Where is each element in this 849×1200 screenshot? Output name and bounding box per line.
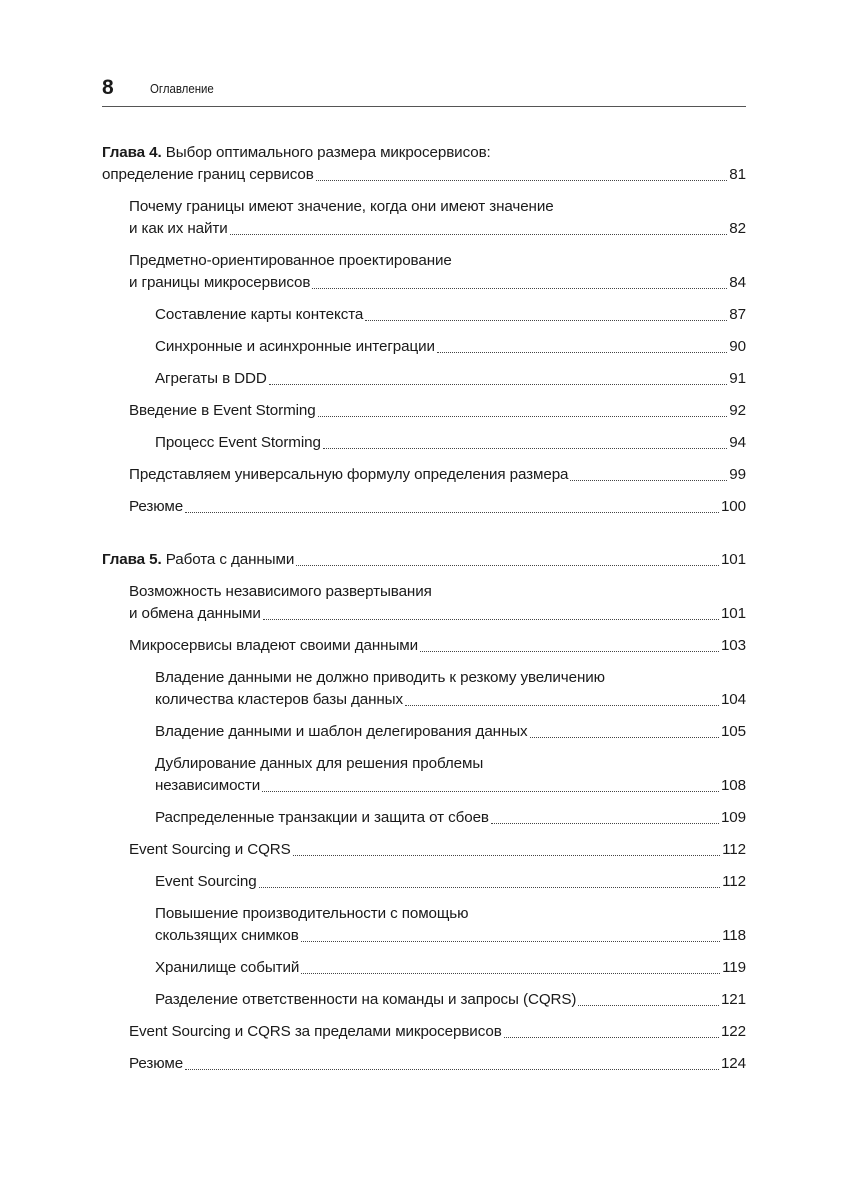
toc-entry[interactable] (102, 400, 746, 422)
entry-title: Представляем универсальную формулу определения размера (129, 466, 569, 483)
leader-dots (365, 320, 727, 321)
chapter-label: Глава 5. (102, 551, 162, 568)
toc-entry[interactable] (102, 807, 746, 829)
toc-entry[interactable] (102, 957, 746, 979)
toc-entry[interactable] (102, 464, 746, 486)
toc-entry[interactable] (102, 432, 746, 454)
entry-title: Дублирование данных для решения проблемы (155, 755, 484, 772)
table-of-contents (102, 142, 746, 1085)
entry-title: Резюме (129, 498, 184, 515)
leader-dots (491, 823, 719, 824)
chapter-label: Глава 4. (102, 144, 162, 161)
toc-entry[interactable] (102, 1053, 746, 1075)
toc-entry[interactable] (102, 989, 746, 1011)
page-ref: 99 (729, 466, 746, 483)
page-ref: 112 (722, 841, 746, 858)
toc-entry[interactable] (102, 721, 746, 743)
leader-dots (570, 480, 727, 481)
leader-dots (259, 887, 720, 888)
toc-entry[interactable] (102, 581, 746, 625)
toc-entry[interactable] (102, 839, 746, 861)
leader-dots (578, 1005, 719, 1006)
entry-title: Синхронные и асинхронные интеграции (155, 338, 435, 355)
leader-dots (301, 941, 720, 942)
leader-dots (318, 416, 728, 417)
toc-chapter-heading[interactable] (102, 549, 746, 571)
toc-entry[interactable] (102, 304, 746, 326)
entry-title-cont: количества кластеров базы данных (155, 691, 403, 708)
toc-entry[interactable] (102, 871, 746, 893)
page-ref: 119 (722, 959, 746, 976)
entry-title: Возможность независимого развертывания (129, 583, 432, 600)
entry-title: Введение в Event Storming (129, 402, 316, 419)
chapter-4 (102, 142, 746, 518)
page-ref: 92 (729, 402, 746, 419)
toc-entry[interactable] (102, 250, 746, 294)
page-ref: 90 (729, 338, 746, 355)
toc-entry[interactable] (102, 196, 746, 240)
toc-entry[interactable] (102, 368, 746, 390)
entry-title: Разделение ответственности на команды и запросы (CQRS) (155, 991, 577, 1008)
entry-title: Почему границы имеют значение, когда они имеют значение (129, 198, 554, 215)
running-title: Оглавление (150, 81, 214, 96)
page-ref: 105 (720, 723, 746, 740)
entry-title-cont: и обмена данными (129, 605, 261, 622)
entry-title: Микросервисы владеют своими данными (129, 637, 418, 654)
page-ref: 91 (729, 370, 746, 387)
page-ref: 82 (729, 220, 746, 237)
leader-dots (301, 973, 720, 974)
entry-title: Составление карты контекста (155, 306, 364, 323)
chapter-title: Выбор оптимального размера микросервисов: (161, 144, 491, 161)
page-ref: 104 (720, 691, 746, 708)
leader-dots (263, 619, 719, 620)
page-header (102, 76, 746, 107)
toc-entry[interactable] (102, 903, 746, 947)
page-ref: 87 (729, 306, 746, 323)
page-ref: 101 (720, 551, 746, 568)
leader-dots (296, 565, 719, 566)
leader-dots (316, 180, 728, 181)
page-number: 8 (102, 76, 114, 99)
leader-dots (269, 384, 728, 385)
toc-entry[interactable] (102, 1021, 746, 1043)
leader-dots (504, 1037, 719, 1038)
toc-chapter-heading[interactable] (102, 142, 746, 186)
entry-title-cont: независимости (155, 777, 261, 794)
chapter-title-cont: определение границ сервисов (102, 166, 314, 183)
page-ref: 112 (722, 873, 746, 890)
entry-title: Предметно-ориентированное проектирование (129, 252, 452, 269)
page-ref: 81 (729, 166, 746, 183)
entry-title: Резюме (129, 1055, 184, 1072)
leader-dots (405, 705, 719, 706)
page-ref: 94 (729, 434, 746, 451)
entry-title-cont: скользящих снимков (155, 927, 299, 944)
leader-dots (312, 288, 727, 289)
chapter-title: Работа с данными (161, 551, 295, 568)
entry-title: Хранилище событий (155, 959, 300, 976)
toc-entry[interactable] (102, 635, 746, 657)
leader-dots (262, 791, 719, 792)
page-ref: 84 (729, 274, 746, 291)
page-ref: 108 (720, 777, 746, 794)
page-ref: 100 (720, 498, 746, 515)
leader-dots (323, 448, 727, 449)
toc-entry[interactable] (102, 667, 746, 711)
leader-dots (437, 352, 727, 353)
leader-dots (185, 512, 719, 513)
entry-title: Event Sourcing (155, 873, 257, 890)
toc-entry[interactable] (102, 496, 746, 518)
entry-title: Владение данными и шаблон делегирования данных (155, 723, 528, 740)
page-ref: 124 (720, 1055, 746, 1072)
entry-title-cont: и как их найти (129, 220, 228, 237)
leader-dots (230, 234, 728, 235)
page-ref: 103 (720, 637, 746, 654)
page-ref: 121 (720, 991, 746, 1008)
toc-entry[interactable] (102, 753, 746, 797)
entry-title: Процесс Event Storming (155, 434, 321, 451)
entry-title: Распределенные транзакции и защита от сбоев (155, 809, 489, 826)
entry-title: Владение данными не должно приводить к резкому увеличению (155, 669, 605, 686)
page-ref: 101 (720, 605, 746, 622)
leader-dots (293, 855, 720, 856)
leader-dots (530, 737, 719, 738)
leader-dots (185, 1069, 719, 1070)
entry-title: Повышение производительности с помощью (155, 905, 469, 922)
entry-title: Event Sourcing и CQRS (129, 841, 291, 858)
toc-entry[interactable] (102, 336, 746, 358)
leader-dots (420, 651, 719, 652)
entry-title-cont: и границы микросервисов (129, 274, 311, 291)
entry-title: Event Sourcing и CQRS за пределами микросервисов (129, 1023, 502, 1040)
entry-title: Агрегаты в DDD (155, 370, 267, 387)
page-ref: 109 (720, 809, 746, 826)
chapter-5 (102, 549, 746, 1075)
page-ref: 122 (720, 1023, 746, 1040)
page-ref: 118 (722, 927, 746, 944)
